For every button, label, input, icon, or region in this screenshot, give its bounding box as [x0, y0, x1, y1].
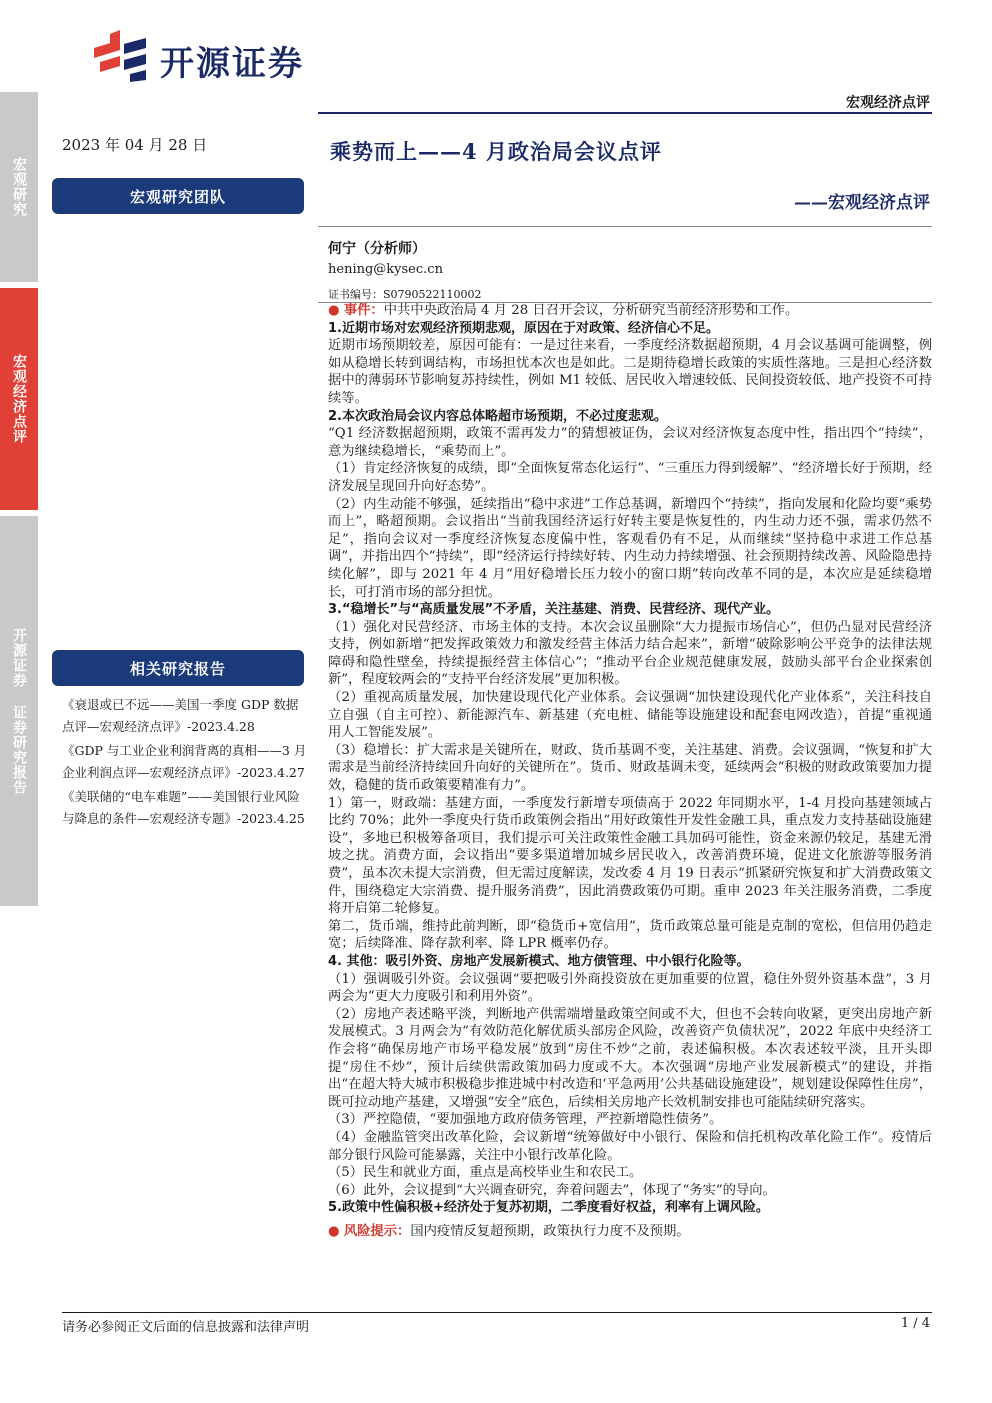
related-report-item[interactable]: 《美联储的“电车难题”——美国银行业风险与降息的条件—宏观经济专题》-2023.4.25 [62, 789, 305, 826]
paragraph: （3）稳增长：扩大需求是关键所在，财政、货币基调不变，关注基建、消费。会议强调，“恢复和扩大需求是当前经济持续回升向好的关键所在”。货币、财政基调未变，延续两会“积极的财政政策要加力提效，稳健的货币政策要精准有力”。 [328, 742, 932, 794]
paragraph: （1）肯定经济恢复的成绩，即“全面恢复常态化运行”、“三重压力得到缓解”、“经济增长好于预期，经济发展呈现回升向好态势”。 [328, 461, 932, 494]
risk-label: 风险提示： [343, 1223, 411, 1239]
report-subtitle: ——宏观经济点评 [794, 193, 930, 213]
section-heading: 4. 其他：吸引外资、房地产发展新模式、地方债管理、中小银行化险等。 [328, 953, 750, 969]
paragraph: 近期市场预期较差，原因可能有：一是过往来看，一季度经济数据超预期，4 月会议基调可能调整，例如从稳增长转到调结构，市场担忧本次也是如此。二是期待稳增长政策的实质性落地。三是担心经济数据中的薄弱环节影响复苏持续性，例如 M1 较低、居民收入增速较低、民间投资较低、地产投资不可持续等。 [328, 338, 932, 406]
brand-name: 开源证券 [160, 44, 304, 84]
related-report-item[interactable]: 《GDP 与工业企业利润背离的真相——3 月企业利润点评—宏观经济点评》-2023.4.27 [62, 743, 307, 780]
analyst-email[interactable]: hening@kysec.cn [328, 262, 443, 277]
bullet-dot-icon: ● [328, 1223, 340, 1239]
paragraph: （5）民生和就业方面，重点是高校毕业生和农民工。 [328, 1165, 643, 1181]
title-divider [318, 226, 932, 227]
paragraph: （1）强调吸引外资。会议强调“要把吸引外商投资放在更加重要的位置，稳住外贸外资基本盘”，3 月两会为“更大力度吸引和利用外资”。 [328, 971, 932, 1005]
paragraph: （1）强化对民营经济、市场主体的支持。本次会议虽删除“大力提振市场信心”，但仍凸显对民营经济支持，例如新增“把发挥政策效力和激发经营主体活力结合起来”，新增“破除影响公平竞争的法律法规障碍和隐性壁垒，持续提振经营主体信心”；“推动平台企业规范健康发展，鼓励头部平台企业探索创新”，程度较两会的“支持平台经济发展”更加积极。 [328, 619, 932, 688]
footer-disclaimer: 请务必参阅正文后面的信息披露和法律声明 [62, 1320, 310, 1335]
footer-divider [62, 1312, 932, 1313]
paragraph: 第二，货币端，维持此前判断，即“稳货币+宽信用”，货币政策总量可能是克制的宽松，但信用仍趋走宽；后续降准、降存款利率、降 LPR 概率仍存。 [328, 918, 932, 952]
paragraph: （4）金融监管突出改革化险，会议新增“统筹做好中小银行、保险和信托机构改革化险工作”。疫情后部分银行风险可能暴露，关注中小银行改革化险。 [328, 1129, 932, 1163]
risk-paragraph [328, 1223, 932, 1241]
related-report-item[interactable]: 《衰退或已不远——美国一季度 GDP 数据点评—宏观经济点评》-2023.4.28 [62, 697, 299, 734]
event-paragraph [328, 302, 932, 320]
side-tab-macro-research: 宏观研究 [0, 92, 38, 282]
side-tab-macro-review: 宏观经济点评 [0, 288, 38, 510]
report-title: 乘势而上——4 月政治局会议点评 [330, 139, 662, 164]
side-tab-securities-report: 开源证券 证券研究报告 [0, 516, 38, 906]
paragraph: （2）重视高质量发展，加快建设现代化产业体系。会议强调“加快建设现代化产业体系”，关注科技自立自强（自主可控）、新能源汽车、新基建（充电桩、储能等设施建设和配套电网改造），首提“重视通用人工智能发展”。 [328, 690, 932, 741]
related-reports-list [62, 694, 310, 832]
related-reports-label: 相关研究报告 [52, 650, 304, 686]
paragraph: （2）内生动能不够强，延续指出“稳中求进”工作总基调，新增四个“持续”，指向发展和化险均要“乘势而上”，略超预期。会议指出“当前我国经济运行好转主要是恢复性的，内生动力还不强，需求仍然不足”，指向会议对一季度经济恢复态度偏中性，客观看仍有不足，从而继续“坚持稳中求进工作总基调”，并指出四个“持续”，即“经济运行持续好转、内生动力持续增强、社会预期持续改善、风险隐患持续化解”，即与 2021 年 4 月“用好稳增长压力较小的窗口期”转向改革不同的是，本次应是延续稳增长，可打消市场的部分担忧。 [328, 496, 932, 600]
event-text: 中共中央政治局 4 月 28 日召开会议，分析研究当前经济形势和工作。 [383, 303, 799, 318]
paragraph: 1）第一，财政端：基建方面，一季度发行新增专项债高于 2022 年同期水平，1-4 月投向基建领域占比约 70%；此外一季度央行货币政策例会指出“用好政策性开发性金融工具，重点发力支持基础设施建设”，多地已积极筹备项目，我们提示可关注政策性金融工具加码可能性，资金来源仍较足，基建无滑坡之扰。消费方面，会议指出“要多渠道增加城乡居民收入，改善消费环境，促进文化旅游等服务消费”，虽本次未提大宗消费，但无需过度解读，发改委 4 月 19 日表示“抓紧研究恢复和扩大消费政策文件，围绕稳定大宗消费、提升服务消费”，因此消费政策仍可期。重申 2023 年关注服务消费，二季度将开启第二轮修复。 [328, 795, 932, 917]
analyst-name: 何宁（分析师） [328, 241, 426, 257]
header-divider [318, 112, 932, 114]
paragraph: （3）严控隐债，“要加强地方政府债务管理，严控新增隐性债务”。 [328, 1112, 723, 1128]
paragraph: “Q1 经济数据超预期，政策不需再发力”的猜想被证伪，会议对经济恢复态度中性，指出四个“持续”，意为继续稳增长，“乘势而上”。 [328, 426, 932, 459]
page-number: 1 / 4 [900, 1316, 930, 1331]
paragraph: （2）房地产表述略平淡，判断地产供需端增量政策空间或不大，但也不会转向收紧，更突出房地产新发展模式。3 月两会为“有效防范化解优质头部房企风险，改善资产负债状况”，2022 年底中央经济工作会将“确保房地产市场平稳发展”放到“房住不炒”之前，表述偏积极。本次表述较平淡，且开头即提“房住不炒”，预计后续供需政策加码力度或不大。本次强调“房地产业发展新模式”的建设，并指出“在超大特大城市积极稳步推进城中村改造和‘平急两用’公共基础设施建设”，规划建设保障性住房”，既可拉动地产基建，又增强“安全”底色，后续相关房地产长效机制安排也可能陆续研究落实。 [328, 1006, 932, 1110]
report-body [328, 302, 932, 1240]
section-heading: 5.政策中性偏积极+经济处于复苏初期，二季度看好权益，利率有上调风险。 [328, 1200, 769, 1216]
section-heading: 3.“稳增长”与“高质量发展”不矛盾，关注基建、消费、民营经济、现代产业。 [328, 602, 780, 618]
brand-logo-icon [90, 30, 148, 82]
risk-text: 国内疫情反复超预期，政策执行力度不及预期。 [410, 1223, 690, 1239]
section-heading: 2.本次政治局会议内容总体略超市场预期，不必过度悲观。 [328, 408, 667, 424]
bullet-dot-icon: ● [328, 303, 340, 318]
section-heading: 1.近期市场对宏观经济预期悲观，原因在于对政策、经济信心不足。 [328, 320, 719, 336]
report-date: 2023 年 04 月 28 日 [62, 136, 208, 154]
team-label: 宏观研究团队 [52, 178, 304, 214]
paragraph: （6）此外，会议提到“大兴调查研究，奔着问题去”，体现了“务实”的导向。 [328, 1182, 776, 1198]
event-label: 事件： [343, 303, 384, 318]
analyst-cert: 证书编号：S0790522110002 [328, 288, 482, 301]
header-report-type: 宏观经济点评 [846, 95, 930, 111]
